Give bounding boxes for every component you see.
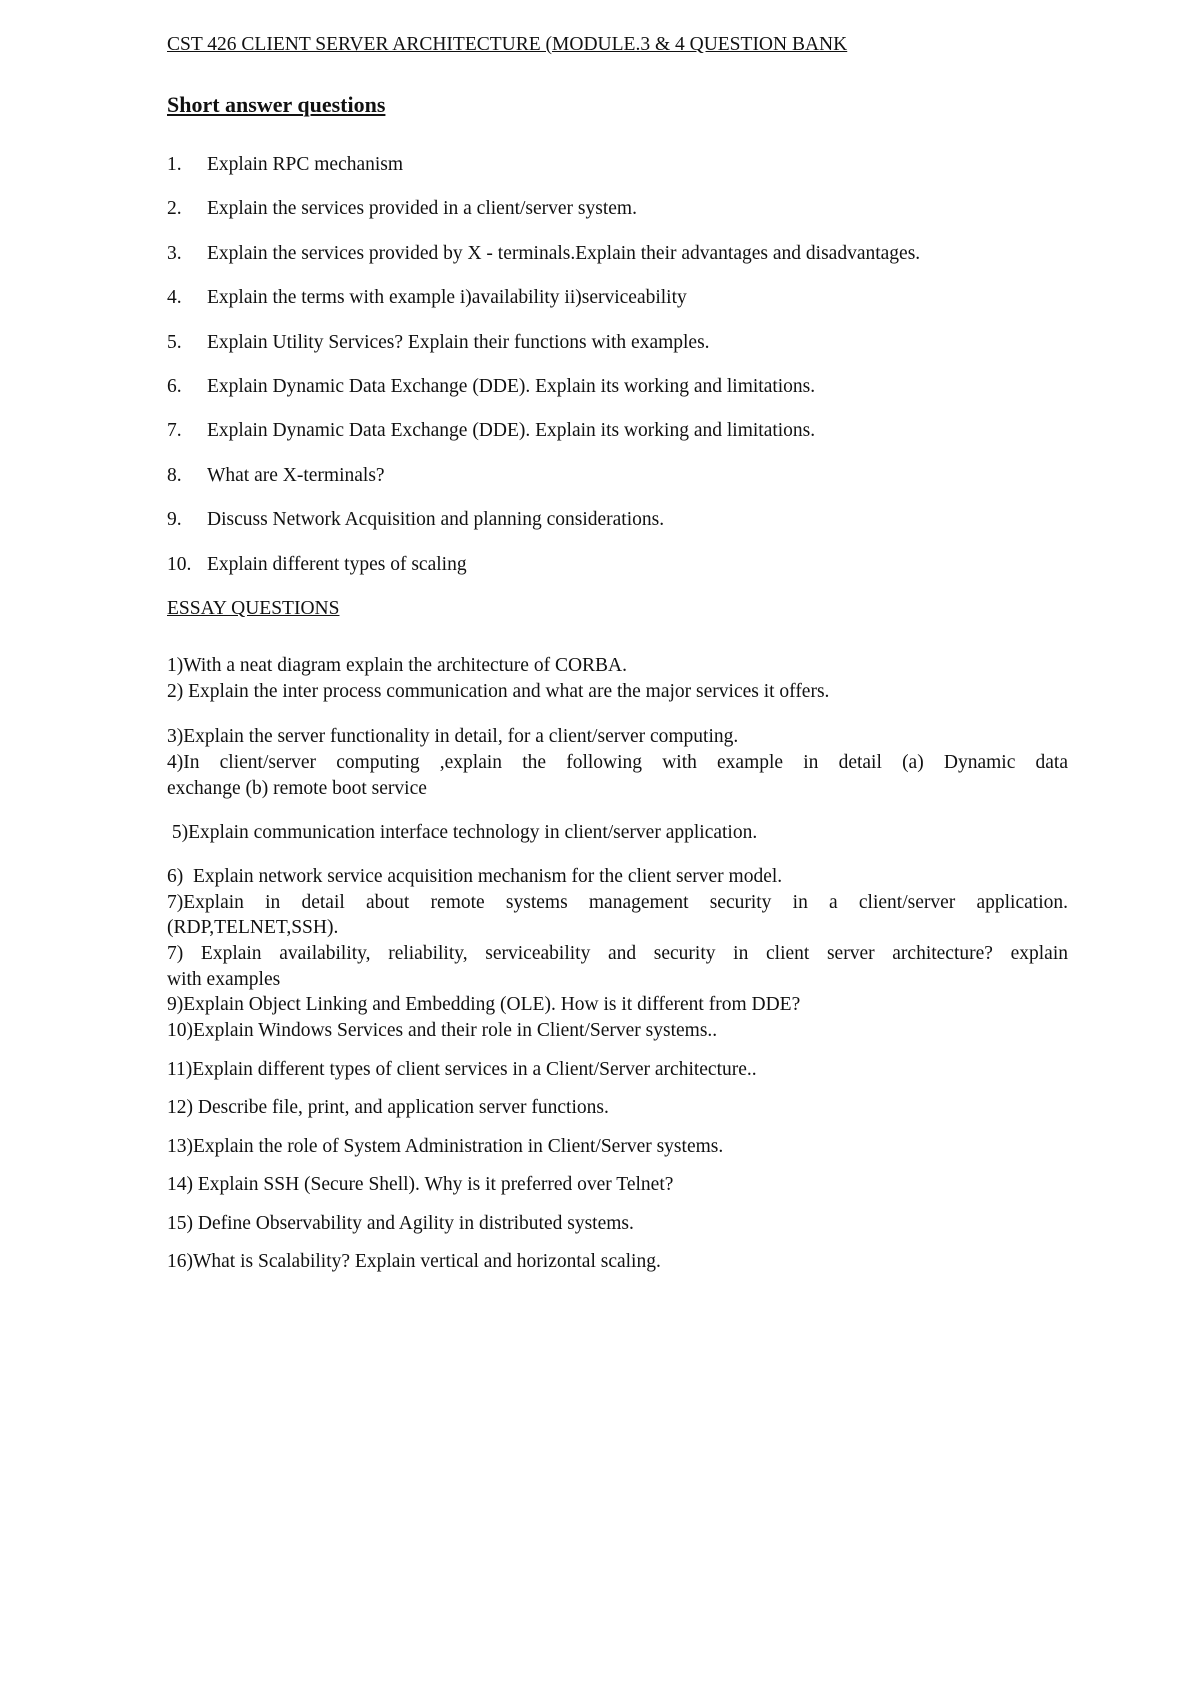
- question-number: 8.: [167, 464, 182, 486]
- question-text: What are X-terminals?: [207, 464, 385, 486]
- question-text: Explain Dynamic Data Exchange (DDE). Explain its working and limitations.: [207, 376, 816, 397]
- essay-question-cont: exchange (b) remote boot service: [167, 778, 427, 799]
- essay-question: 11)Explain different types of client services in a Client/Server architecture..: [167, 1059, 757, 1080]
- document-title: CST 426 CLIENT SERVER ARCHITECTURE (MODULE.3 & 4 QUESTION BANK: [167, 34, 848, 55]
- question-text: Explain the terms with example i)availability ii)serviceability: [207, 287, 687, 309]
- essay-question: 4)In client/server computing ,explain the following with example in detail (a) Dynamic data: [167, 752, 1068, 773]
- question-number: 10.: [167, 553, 192, 575]
- essay-question: 14) Explain SSH (Secure Shell). Why is it preferred over Telnet?: [167, 1174, 674, 1195]
- question-text: Explain different types of scaling: [207, 553, 467, 575]
- essay-question: 1)With a neat diagram explain the architecture of CORBA.: [167, 655, 628, 676]
- essay-question: 7)Explain in detail about remote systems management security in a client/server application.: [167, 892, 1068, 913]
- question-number: 2.: [167, 198, 182, 220]
- essay-question: 3)Explain the server functionality in detail, for a client/server computing.: [167, 726, 739, 747]
- short-question: [167, 374, 815, 400]
- question-number: 6.: [167, 376, 182, 397]
- essay-question-cont: with examples: [167, 969, 281, 990]
- short-question: [167, 196, 637, 222]
- essay-question: 15) Define Observability and Agility in distributed systems.: [167, 1213, 634, 1234]
- short-question: [167, 552, 467, 578]
- question-text: Explain Dynamic Data Exchange (DDE). Explain its working and limitations.: [207, 420, 816, 442]
- question-text: Explain the services provided in a client/server system.: [207, 198, 637, 220]
- essay-question: 5)Explain communication interface technology in client/server application.: [167, 822, 758, 843]
- essay-question: 2) Explain the inter process communication and what are the major services it offers.: [167, 681, 830, 702]
- essay-question: 12) Describe file, print, and application server functions.: [167, 1097, 609, 1118]
- short-question: [167, 463, 385, 489]
- essay-question: 9)Explain Object Linking and Embedding (OLE). How is it different from DDE?: [167, 994, 801, 1015]
- question-text: Discuss Network Acquisition and planning considerations.: [207, 509, 665, 531]
- question-text: Explain Utility Services? Explain their functions with examples.: [207, 331, 710, 353]
- question-number: 9.: [167, 509, 182, 531]
- essay-question: 7) Explain availability, reliability, serviceability and security in client server architecture? explain: [167, 943, 1068, 964]
- question-number: 7.: [167, 420, 182, 442]
- short-question: [167, 507, 664, 533]
- question-number: 5.: [167, 331, 182, 353]
- essay-heading: ESSAY QUESTIONS: [167, 598, 340, 619]
- essay-question: 10)Explain Windows Services and their role in Client/Server systems..: [167, 1020, 718, 1041]
- question-number: 3.: [167, 242, 182, 264]
- short-question: [167, 330, 710, 356]
- question-number: 1.: [167, 154, 182, 175]
- question-text: Explain the services provided by X - terminals.Explain their advantages and disadvantages.: [207, 242, 921, 264]
- short-question: [167, 285, 687, 311]
- essay-question: 13)Explain the role of System Administration in Client/Server systems.: [167, 1136, 724, 1157]
- essay-question: 16)What is Scalability? Explain vertical and horizontal scaling.: [167, 1251, 661, 1272]
- short-question: [167, 152, 403, 178]
- essay-question-cont: (RDP,TELNET,SSH).: [167, 917, 339, 938]
- short-question: [167, 418, 815, 444]
- short-question: [167, 241, 920, 267]
- question-text: Explain RPC mechanism: [207, 154, 404, 175]
- essay-question: 6) Explain network service acquisition mechanism for the client server model.: [167, 866, 783, 887]
- short-answer-heading: Short answer questions: [167, 92, 386, 117]
- question-number: 4.: [167, 287, 182, 309]
